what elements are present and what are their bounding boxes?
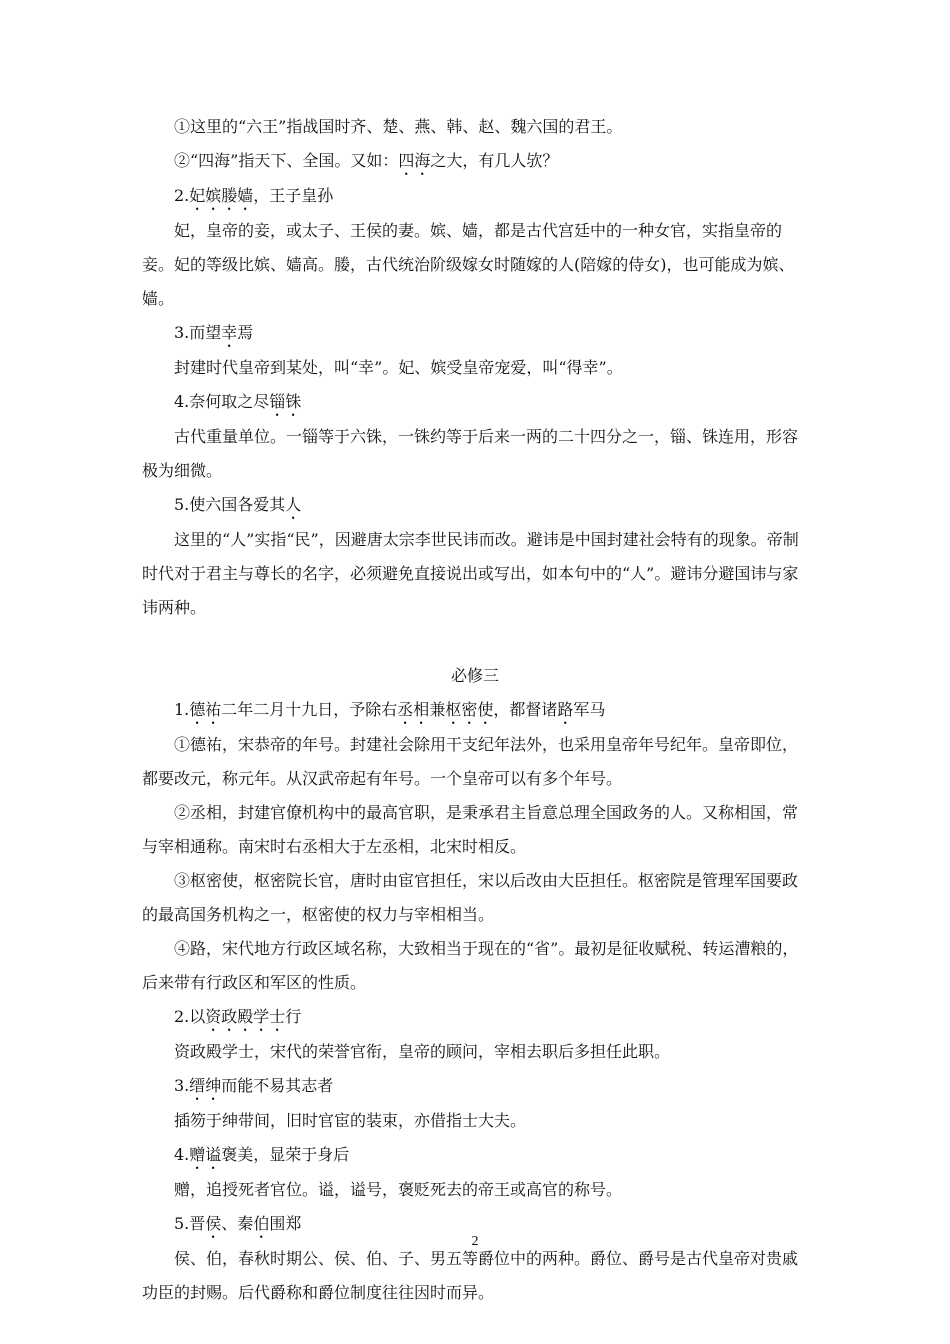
emphasized-term: 赠谥 xyxy=(189,1145,222,1164)
note-text: ②“四海”指天下、全国。又如： xyxy=(174,151,399,170)
heading-text: ，王子皇孙 xyxy=(253,186,334,205)
emphasized-term: 人 xyxy=(285,495,302,514)
note-text: ④路，宋代地方行政区域名称，大致相当于现在的“省”。最初是征收赋税、转运漕粮的，后来带有行政区和军区的性质。 xyxy=(142,939,799,992)
note-paragraph xyxy=(142,351,808,385)
note-text: 古代重量单位。一锱等于六铢，一铢约等于后来一两的二十四分之一，锱、铢连用，形容极为细微。 xyxy=(142,427,799,480)
note-paragraph xyxy=(142,864,808,932)
section-title: 必修三 xyxy=(450,666,499,685)
note-text: 资政殿学士，宋代的荣誉官衔，皇帝的顾问，宰相去职后多担任此职。 xyxy=(174,1042,671,1061)
note-paragraph xyxy=(142,1035,808,1069)
note-paragraph xyxy=(142,932,808,1000)
heading-number: 3. xyxy=(174,1076,190,1095)
emphasized-term: 缙绅 xyxy=(189,1076,222,1095)
note-text: 妃，皇帝的妾，或太子、王侯的妻。嫔、嫱，都是古代宫廷中的一种女官，实指皇帝的妾。妃的等级比嫔、嫱高。媵，古代统治阶级嫁女时随嫁的人(陪嫁的侍女)，也可能成为嫔、嫱。 xyxy=(142,221,795,308)
heading-text: 军马 xyxy=(573,700,606,719)
note-paragraph xyxy=(142,420,808,488)
note-text: ②丞相，封建官僚机构中的最高官职，是秉承君主旨意总理全国政务的人。又称相国，常与宰相通称。南宋时右丞相大于左丞相，北宋时相反。 xyxy=(142,803,799,856)
note-text: ①这里的“六王”指战国时齐、楚、燕、韩、赵、魏六国的君王。 xyxy=(174,117,623,136)
note-paragraph xyxy=(142,214,808,316)
heading-text: 兼 xyxy=(429,700,446,719)
note-paragraph xyxy=(142,796,808,864)
note-text: 这里的“人”实指“民”，因避唐太宗李世民讳而改。避讳是中国封建社会特有的现象。帝制时代对于君主与尊长的名字，必须避免直接说出或写出，如本句中的“人”。避讳分避国讳与家讳两种。 xyxy=(142,530,799,617)
heading-number: 1. xyxy=(174,700,190,719)
heading-text: 褒美，显荣于身后 xyxy=(221,1145,350,1164)
note-text: 赠，追授死者官位。谥，谥号，褒贬死去的帝王或高官的称号。 xyxy=(174,1180,623,1199)
heading-text: 焉 xyxy=(237,323,254,342)
heading-text: 5.晋 xyxy=(174,1214,206,1233)
term-heading xyxy=(142,488,808,523)
heading-text: 3.而望 xyxy=(174,323,222,342)
emphasized-term: 伯 xyxy=(253,1214,270,1233)
term-heading xyxy=(142,1000,808,1035)
note-text: ③枢密使，枢密院长官，唐时由宦官担任，宋以后改由大臣担任。枢密院是管理军国要政的最高国务机构之一，枢密使的权力与宰相相当。 xyxy=(142,871,799,924)
heading-text: 、秦 xyxy=(221,1214,254,1233)
emphasized-term: 幸 xyxy=(221,323,238,342)
emphasized-term: 德祐 xyxy=(189,700,222,719)
note-paragraph xyxy=(142,523,808,625)
term-heading xyxy=(142,693,808,728)
term-heading xyxy=(142,1138,808,1173)
term-heading xyxy=(142,316,808,351)
note-paragraph xyxy=(142,728,808,796)
document-body xyxy=(142,110,808,1310)
emphasized-term: 妃嫔媵嫱 xyxy=(189,186,254,205)
heading-text: 4.奈何取之尽 xyxy=(174,392,270,411)
emphasized-term: 枢密使 xyxy=(445,700,494,719)
section-spacer xyxy=(142,625,808,659)
heading-text: 2.以 xyxy=(174,1007,206,1026)
term-heading xyxy=(142,179,808,214)
emphasized-term: 资政殿学士 xyxy=(205,1007,286,1026)
term-heading xyxy=(142,385,808,420)
note-paragraph xyxy=(142,1104,808,1138)
emphasized-term: 丞相 xyxy=(397,700,430,719)
term-heading xyxy=(142,1069,808,1104)
note-paragraph xyxy=(142,1173,808,1207)
heading-text: 而能不易其志者 xyxy=(221,1076,334,1095)
note-text: 封建时代皇帝到某处，叫“幸”。妃、嫔受皇帝宠爱，叫“得幸”。 xyxy=(174,358,623,377)
note-text: ①德祐，宋恭帝的年号。封建社会除用干支纪年法外，也采用皇帝年号纪年。皇帝即位，都要改元，称元年。从汉武帝起有年号。一个皇帝可以有多个年号。 xyxy=(142,735,799,788)
heading-text: 5.使六国各爱其 xyxy=(174,495,286,514)
heading-text: 围郑 xyxy=(269,1214,302,1233)
note-paragraph xyxy=(142,110,808,144)
page-number: 2 xyxy=(471,1234,479,1249)
emphasized-term: 侯 xyxy=(205,1214,222,1233)
note-paragraph xyxy=(142,1242,808,1310)
note-text: 侯、伯，春秋时期公、侯、伯、子、男五等爵位中的两种。爵位、爵号是古代皇帝对贵戚功臣的封赐。后代爵称和爵位制度往往因时而异。 xyxy=(142,1249,799,1302)
note-text: 插笏于绅带间，旧时官宦的装束，亦借指士大夫。 xyxy=(174,1111,527,1130)
note-text: 之大，有几人欤？ xyxy=(430,151,559,170)
heading-number: 4. xyxy=(174,1145,190,1164)
emphasized-term: 锱铢 xyxy=(269,392,302,411)
heading-text: 二年二月十九日，予除右 xyxy=(221,700,398,719)
heading-text: 行 xyxy=(285,1007,302,1026)
heading-text: ，都督诸 xyxy=(493,700,558,719)
emphasized-term: 四海 xyxy=(398,151,431,170)
note-paragraph xyxy=(142,144,808,179)
heading-number: 2. xyxy=(174,186,190,205)
emphasized-term: 路 xyxy=(557,700,574,719)
